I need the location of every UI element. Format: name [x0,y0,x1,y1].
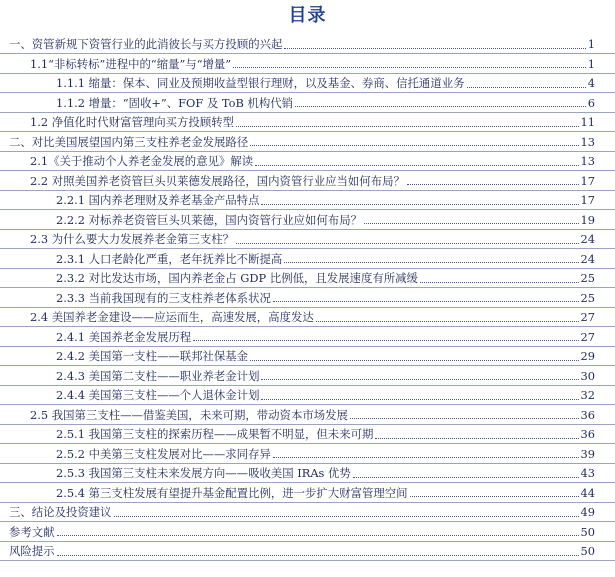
dot-leader [375,438,578,439]
dot-leader [57,535,579,536]
dot-leader [261,399,578,400]
toc-entry-page-number: 24 [580,251,595,266]
toc-entry-content [56,73,595,93]
toc-entry-content [9,132,595,152]
dot-leader [364,223,579,224]
toc-entry-title: 2.5.2 中美第三支柱发展对比——求同存异 [56,446,271,461]
toc-entry-title: 二、对比美国展望国内第三支柱养老金发展路径 [9,134,249,149]
toc-entry-page-number: 44 [580,485,595,500]
toc-entry-title: 1.1.2 增量：“固收+”、FOF 及 ToB 机构代销 [56,95,294,110]
toc-entry-page-number: 11 [580,115,595,129]
toc-entry-level-2[interactable] [0,54,615,74]
toc-entry-content [56,268,595,288]
toc-entry-level-3[interactable] [0,73,615,93]
dot-leader [316,321,579,322]
toc-entry-page-number: 4 [587,76,595,90]
toc-entry-page-number: 36 [580,427,595,441]
toc-entry-page-number: 1 [587,37,595,51]
toc-entry-content [56,385,595,405]
toc-entry-title: 2.2.1 国内养老理财及养老基金产品特点 [56,193,260,207]
toc-entry-title: 2.4 美国养老金建设——应运而生，高速发展，高度发达 [30,310,314,324]
dot-leader [353,477,579,478]
toc-entry-page-number: 25 [580,290,595,305]
toc-entry-title: 2.5.3 我国第三支柱未来发展方向——吸收美国 IRAs 优势 [56,466,351,480]
dot-leader [284,48,585,49]
toc-entry-title: 2.3 为什么要大力发展养老金第三支柱？ [30,232,234,246]
toc-entry-page-number: 49 [580,505,595,519]
toc-entry-level-1[interactable] [0,34,615,54]
dot-leader [410,496,579,497]
toc-entry-title: 2.5 我国第三支柱——借鉴美国，未来可期，带动资本市场发展 [30,407,348,422]
toc-entry-page-number: 50 [580,544,595,558]
toc-entry-title: 2.2 对照美国养老资管巨头贝莱德发展路径，国内资管行业应当如何布局？ [30,173,405,188]
dot-leader [236,126,579,127]
dot-leader [295,106,586,107]
toc-entry-title: 2.4.2 美国第一支柱——联邦社保基金 [56,349,249,363]
toc-entry-page-number: 1 [587,56,595,71]
toc-entry-title: 2.3.2 对比发达市场，国内养老金占 GDP 比例低，且发展速度有所减缓 [56,271,418,285]
toc-entry-page-number: 27 [580,310,595,324]
toc-entry-level-2[interactable] [0,405,615,425]
toc-entry-title: 2.4.4 美国第三支柱——个人退休金计划 [56,388,260,402]
toc-entry-title: 2.3.1 人口老龄化严重，老年抚养比不断提高 [56,251,283,266]
toc-entry-level-2[interactable] [0,229,615,249]
dot-leader [193,340,578,341]
dot-leader [261,204,578,205]
toc-entry-content [30,54,595,74]
toc-entry-title: 风险提示 [9,544,55,558]
toc-entry-content [56,424,595,444]
toc-entry-title: 1.1.1 缩量：保本、同业及预期收益型银行理财，以及基金、券商、信托通道业务 [56,76,465,90]
toc-entry-level-3[interactable] [0,190,615,210]
toc-entry-level-2[interactable] [0,112,615,132]
dot-leader [250,145,578,146]
toc-entry-level-2[interactable] [0,307,615,327]
toc-entry-title: 2.2.2 对标养老资管巨头贝莱德，国内资管行业应如何布局？ [56,212,362,227]
dot-leader [467,87,586,88]
toc-entry-level-3[interactable] [0,93,615,113]
toc-entry-level-1[interactable] [0,541,615,561]
dot-leader [284,262,578,263]
toc-title: 目录 [288,5,327,26]
toc-entry-content [30,229,595,249]
toc-entry-page-number: 29 [580,349,595,363]
toc-entry-level-3[interactable] [0,483,615,503]
toc-entry-page-number: 43 [580,466,595,480]
toc-entry-page-number: 30 [580,368,595,383]
dot-leader [350,418,579,419]
toc-entry-title: 2.4.1 美国养老金发展历程 [56,329,192,344]
toc-entry-content [56,210,595,230]
toc-entry-level-1[interactable] [0,502,615,522]
toc-entry-title: 参考文献 [9,524,55,539]
dot-leader [236,243,579,244]
toc-entry-level-3[interactable] [0,210,615,230]
toc-entry-content [56,444,595,464]
toc-entry-page-number: 50 [580,524,595,539]
toc-entry-content [56,288,595,308]
toc-entry-level-1[interactable] [0,522,615,542]
toc-entry-content [30,405,595,425]
toc-entry-content [56,249,595,269]
dot-leader [114,516,579,517]
toc-entry-level-3[interactable] [0,288,615,308]
toc-entry-title: 2.1《关于推动个人养老金发展的意见》解读 [30,154,254,168]
toc-entry-content [56,366,595,386]
toc-entry-level-3[interactable] [0,268,615,288]
toc-entry-page-number: 17 [580,173,595,188]
toc-entry-level-2[interactable] [0,151,615,171]
toc-entry-content [9,541,595,561]
dot-leader [407,184,579,185]
toc-entry-level-3[interactable] [0,463,615,483]
toc-entry-title: 2.3.3 当前我国现有的三支柱养老体系状况 [56,290,271,305]
toc-entry-content [9,502,595,522]
toc-entry-content [56,327,595,347]
toc-entry-content [56,190,595,210]
toc-entry-content [30,151,595,171]
toc-entry-content [30,112,595,132]
toc-entry-title: 1.2 净值化时代财富管理向买方投顾转型 [30,115,234,129]
toc-entry-content [56,463,595,483]
toc-entry-title: 三、结论及投资建议 [9,505,112,519]
toc-entry-page-number: 39 [580,446,595,461]
toc-entry-level-3[interactable] [0,249,615,269]
toc-entry-level-1[interactable] [0,132,615,152]
toc-entry-title: 1.1“非标转标”进程中的“缩量”与“增量” [30,56,232,71]
toc-entry-page-number: 6 [587,95,595,110]
toc-entry-title: 2.5.4 第三支柱发展有望提升基金配置比例，进一步扩大财富管理空间 [56,485,408,500]
toc-entry-content [30,307,595,327]
toc-entry-page-number: 24 [580,232,595,246]
toc-entry-content [9,522,595,542]
toc-entry-page-number: 27 [580,329,595,344]
toc-entry-content [56,93,595,113]
toc-entry-level-3[interactable] [0,366,615,386]
toc-entry-title: 一、资管新规下资管行业的此消彼长与买方投顾的兴起 [9,37,283,51]
toc-entry-level-2[interactable] [0,171,615,191]
toc-entry-content [9,34,595,54]
toc-entry-level-3[interactable] [0,346,615,366]
toc-entry-level-3[interactable] [0,424,615,444]
dot-leader [57,555,579,556]
toc-entry-level-3[interactable] [0,327,615,347]
toc-entry-page-number: 25 [580,271,595,285]
toc-entry-page-number: 13 [580,134,595,149]
dot-leader [420,282,579,283]
dot-leader [255,165,578,166]
toc-entry-page-number: 32 [580,388,595,402]
toc-entry-title: 2.4.3 美国第二支柱——职业养老金计划 [56,368,260,383]
dot-leader [273,457,579,458]
dot-leader [273,301,579,302]
toc-entry-level-3[interactable] [0,444,615,464]
toc-entry-level-3[interactable] [0,385,615,405]
toc-entry-page-number: 36 [580,407,595,422]
dot-leader [250,360,578,361]
toc-entry-content [56,483,595,503]
toc-entry-page-number: 19 [580,212,595,227]
toc-entry-content [30,171,595,191]
dot-leader [233,67,586,68]
toc-entry-title: 2.5.1 我国第三支柱的探索历程——成果暂不明显，但未来可期 [56,427,374,441]
row-divider [0,560,615,561]
dot-leader [261,379,578,380]
toc-entry-page-number: 17 [580,193,595,207]
toc-entry-content [56,346,595,366]
toc-entry-page-number: 13 [580,154,595,168]
